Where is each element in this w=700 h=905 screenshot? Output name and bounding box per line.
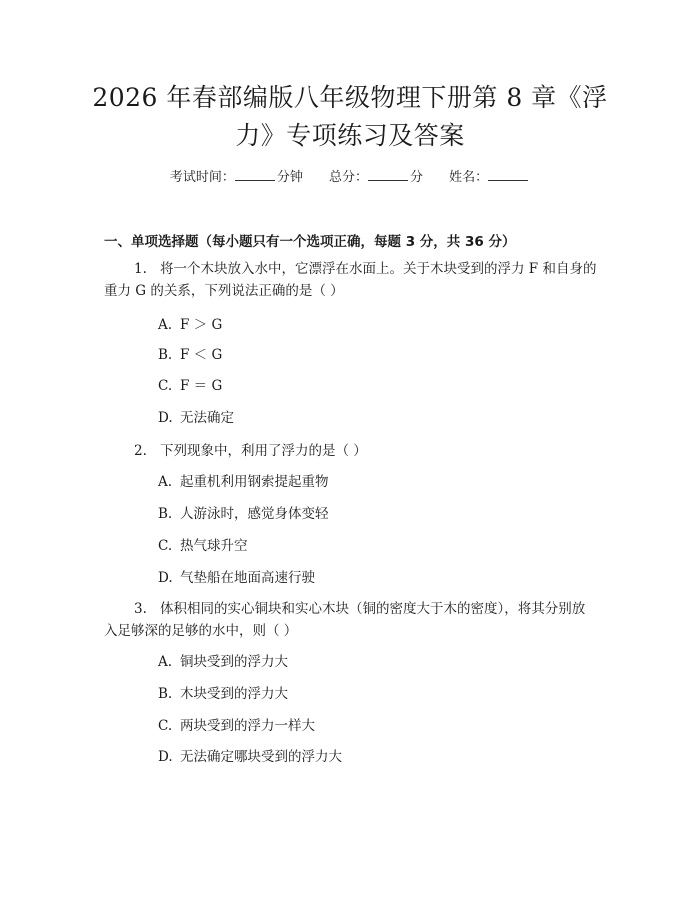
question-3-option-d [158, 747, 342, 767]
exam-time-unit: 分钟 [276, 170, 303, 185]
exam-time-field [170, 166, 303, 185]
exam-time-label: 考试时间： [169, 170, 235, 185]
option-letter: B. [158, 347, 173, 363]
option-text: F ＝ G [180, 378, 223, 394]
total-score-field [329, 166, 423, 185]
question-stem-line2: 重力 G 的关系，下列说法正确的是（ ） [104, 283, 344, 299]
option-text: 无法确定哪块受到的浮力大 [180, 749, 342, 765]
option-letter: B. [158, 506, 173, 522]
question-3 [104, 598, 604, 642]
question-2-option-a [158, 472, 329, 492]
option-letter: C. [158, 718, 173, 734]
option-text: 无法确定 [180, 410, 234, 426]
exam-meta-line [0, 166, 700, 185]
option-text: 两块受到的浮力一样大 [180, 718, 315, 734]
option-letter: C. [158, 378, 173, 394]
question-stem-line2: 入足够深的足够的水中，则（ ） [104, 623, 298, 639]
option-letter: D. [158, 749, 173, 765]
section-heading: 一、单项选择题（每小题只有一个选项正确，每题 3 分，共 36 分） [104, 234, 516, 250]
student-name-field [449, 166, 530, 185]
option-letter: A. [158, 654, 173, 670]
option-letter: D. [158, 570, 173, 586]
question-1-option-c [158, 376, 222, 396]
total-score-unit: 分 [410, 170, 424, 185]
option-text: 气垫船在地面高速行驶 [180, 570, 315, 586]
option-letter: B. [158, 686, 173, 702]
option-text: F ＜ G [180, 347, 223, 363]
option-letter: C. [158, 538, 173, 554]
question-1 [104, 258, 604, 302]
question-3-option-a [158, 652, 288, 672]
question-1-option-b [158, 345, 222, 365]
option-letter: A. [158, 474, 173, 490]
option-text: 木块受到的浮力大 [180, 686, 288, 702]
question-number: 1. [134, 261, 147, 277]
option-text: F ＞ G [180, 317, 223, 333]
question-2-option-b [158, 504, 329, 524]
option-text: 人游泳时，感觉身体变轻 [180, 506, 329, 522]
question-stem-line1: 下列现象中，利用了浮力的是（ ） [160, 443, 367, 459]
exam-time-blank [235, 168, 275, 181]
question-2-option-d [158, 568, 315, 588]
question-number: 3. [134, 601, 147, 617]
option-text: 热气球升空 [180, 538, 248, 554]
total-score-blank [368, 168, 408, 181]
student-name-label: 姓名： [449, 170, 489, 185]
question-3-option-c [158, 716, 315, 736]
question-number: 2. [134, 443, 147, 459]
student-name-blank [488, 168, 528, 181]
option-text: 起重机利用钢索提起重物 [180, 474, 329, 490]
option-letter: A. [158, 317, 173, 333]
option-letter: D. [158, 410, 173, 426]
document-title-line1: 2026 年春部编版八年级物理下册第 8 章《浮 [92, 83, 608, 112]
question-2-option-c [158, 536, 248, 556]
document-title-line2: 力》专项练习及答案 [235, 121, 465, 150]
question-stem-line1: 将一个木块放入水中，它漂浮在水面上。关于木块受到的浮力 F 和自身的 [160, 261, 597, 277]
question-2 [104, 440, 604, 462]
question-stem-line1: 体积相同的实心铜块和实心木块（铜的密度大于木的密度），将其分别放 [160, 601, 586, 617]
question-1-option-a [158, 315, 222, 335]
total-score-label: 总分： [328, 170, 368, 185]
question-1-option-d [158, 408, 234, 428]
question-3-option-b [158, 684, 288, 704]
option-text: 铜块受到的浮力大 [180, 654, 288, 670]
